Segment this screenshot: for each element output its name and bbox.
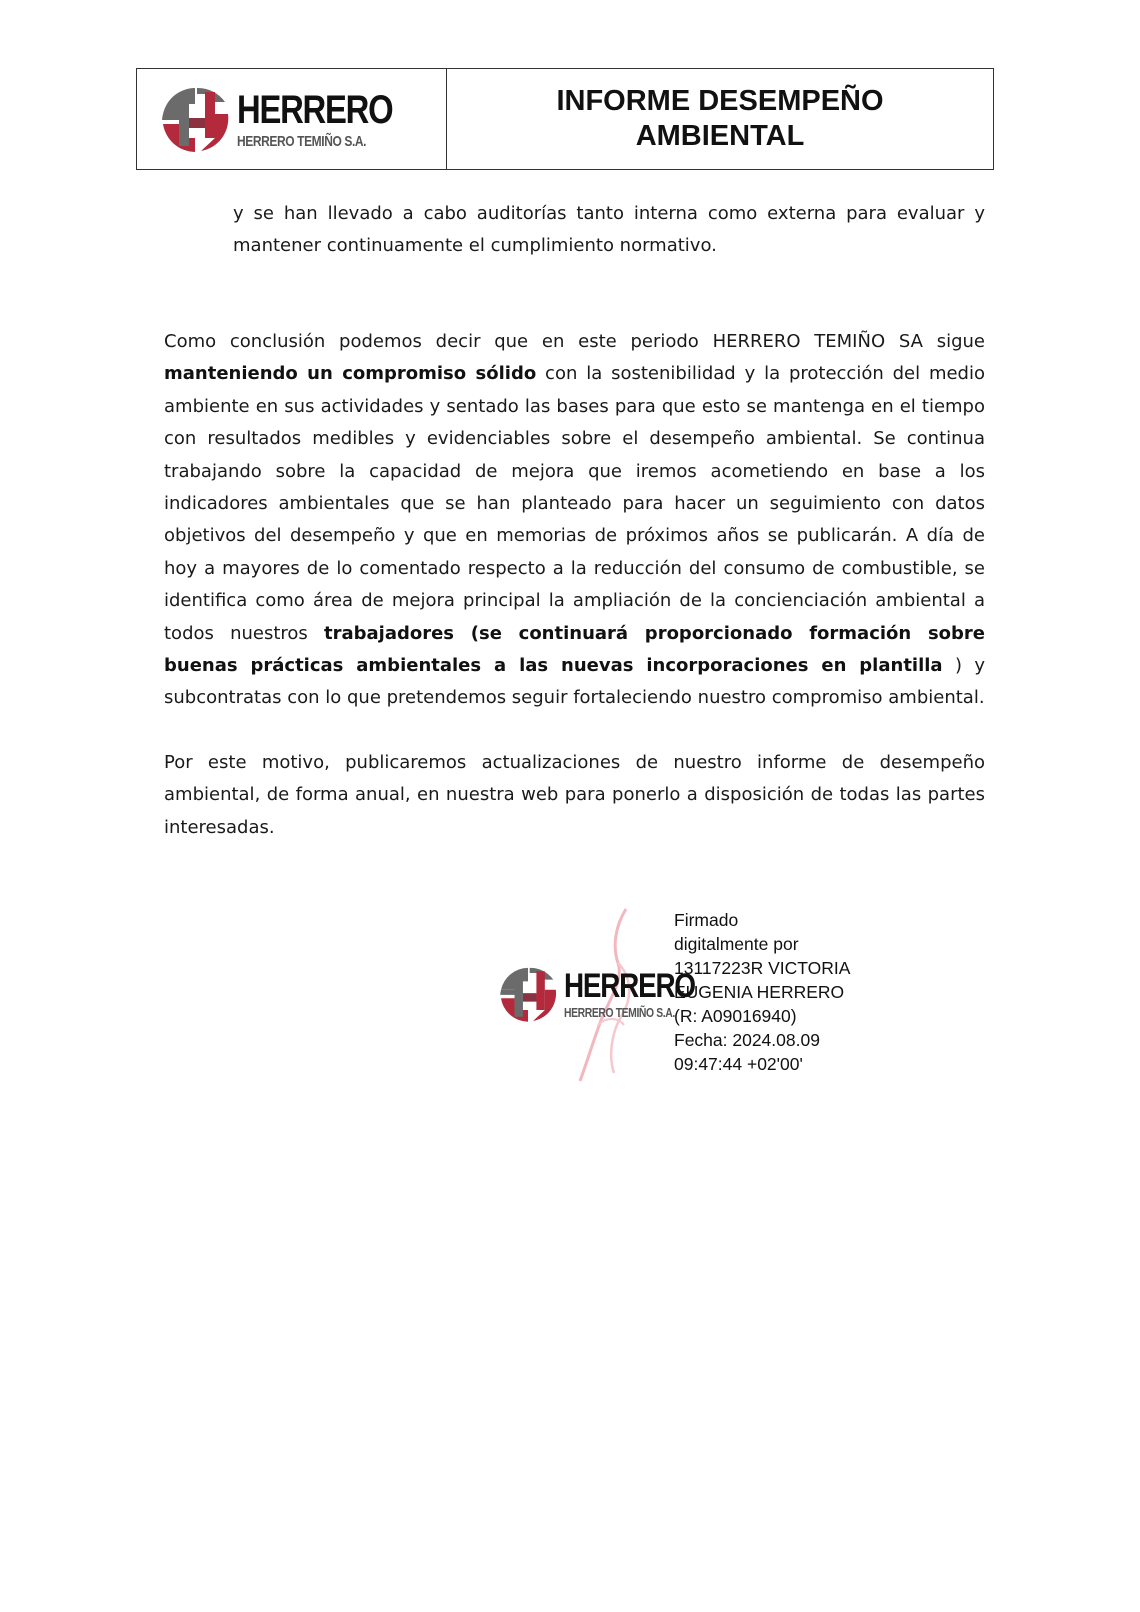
stamp-brand-text: HERRERO <box>564 967 695 1005</box>
logo-subtitle-text: HERRERO TEMIÑO S.A. <box>236 132 366 150</box>
paragraph-conclusion <box>164 326 985 715</box>
herrero-h-icon <box>157 84 233 154</box>
herrero-h-icon <box>496 964 560 1024</box>
header-logo-cell <box>137 69 447 169</box>
conclusion-text-3: ) y subcontratas con lo que pretendemos seguir fortaleciendo nuestro compromiso ambiental. <box>164 655 985 709</box>
company-logo <box>157 84 427 154</box>
conclusion-bold-2: trabajadores (se continuará proporcionado formación sobre buenas prácticas ambientales a las nuevas incorporaciones en plantilla <box>164 622 985 677</box>
conclusion-text-2: con la sostenibilidad y la protección del medio ambiente en sus actividades y sentado las bases para que esto se mantenga en el tiempo con resultados medibles y evidenciables sobre el desempeño ambiental. Se continua trabajando sobre la capacidad de mejora que iremos acometiendo en base a los indicadores ambientales que se han planteado para hacer un seguimiento con datos objetivos del desempeño y que en memorias de próximos años se publicarán. A día de hoy a mayores de lo comentado respecto a la reducción del consumo de combustible, se identifica como área de mejora principal la ampliación de la concienciación ambiental a todos nuestros <box>164 363 986 644</box>
header-title-cell <box>447 69 993 169</box>
paragraph-publication: Por este motivo, publicaremos actualizaciones de nuestro informe de desempeño ambiental, de forma anual, en nuestra web para ponerlo a disposición de todas las partes interesadas. <box>164 752 985 838</box>
conclusion-bold-1: manteniendo un compromiso sólido <box>164 363 537 385</box>
digital-signature-text: Firmado digitalmente por 13117223R VICTORIA EUGENIA HERRERO (R: A09016940) Fecha: 2024.08.09 09:47:44 +02'00' <box>674 910 851 1074</box>
stamp-subtitle-text: HERRERO TEMIÑO S.A. <box>564 1005 675 1020</box>
paragraph-audits: y se han llevado a cabo auditorías tanto interna como externa para evaluar y mantener continuamente el cumplimiento normativo. <box>233 203 985 257</box>
logo-brand-text: HERRERO <box>236 87 393 132</box>
document-title-line-1: INFORME DESEMPEÑO <box>556 85 884 117</box>
document-title-line-2: AMBIENTAL <box>635 120 805 152</box>
document-header <box>136 68 994 170</box>
conclusion-text-1: Como conclusión podemos decir que en este periodo HERRERO TEMIÑO SA sigue <box>164 331 985 352</box>
